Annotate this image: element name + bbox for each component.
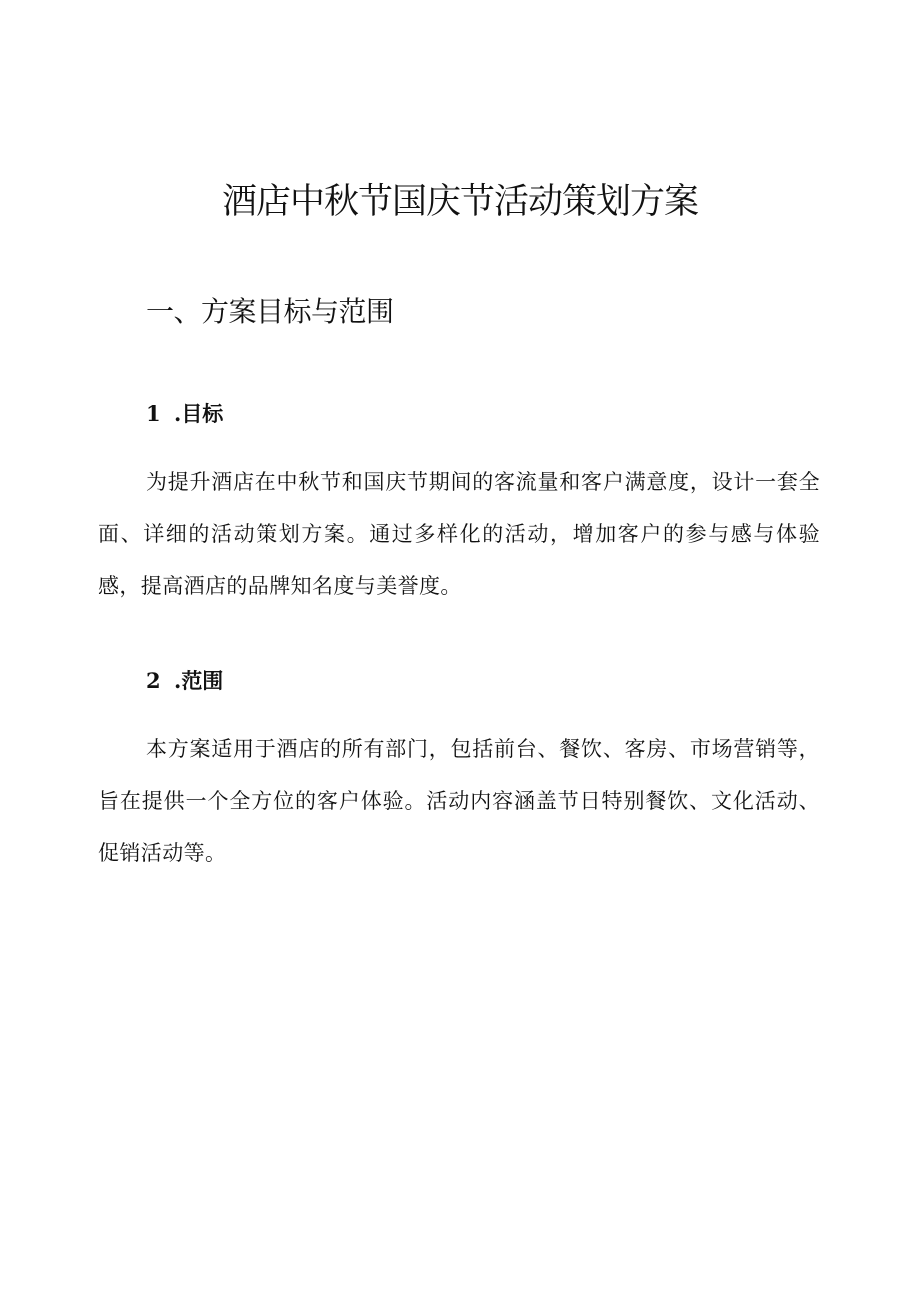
subsection-label: 目标 [181,402,224,426]
section-heading: 一、方案目标与范围 [146,295,394,328]
document-title: 酒店中秋节国庆节活动策划方案 [221,182,698,222]
subsection-heading-goal [146,397,223,431]
subsection-number: 2 [146,668,161,693]
subsection-dot: . [174,401,182,426]
subsection-label: 范围 [181,669,224,693]
subsection-heading-scope [146,664,223,698]
subsection-number: 1 [146,401,161,426]
goal-paragraph: 为提升酒店在中秋节和国庆节期间的客流量和客户满意度，设计一套全面、详细的活动策划方案。通过多样化的活动，增加客户的参与感与体验感，提高酒店的品牌知名度与美誉度。 [98,470,820,598]
subsection-dot: . [174,668,182,693]
scope-paragraph: 本方案适用于酒店的所有部门，包括前台、餐饮、客房、市场营销等，旨在提供一个全方位的客户体验。活动内容涵盖节日特别餐饮、文化活动、促销活动等。 [98,737,820,865]
